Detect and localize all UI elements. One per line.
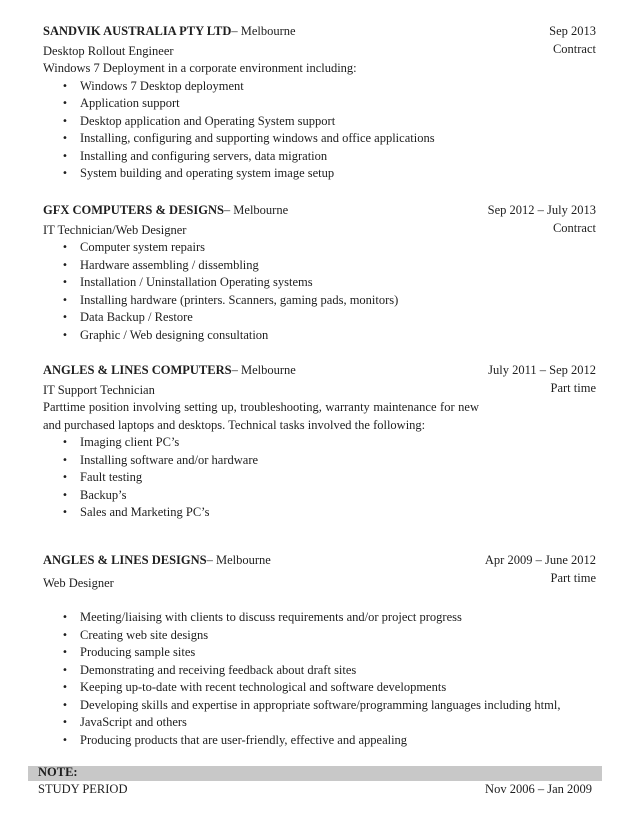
list-item: • Fault testing: [43, 469, 596, 487]
job-role: Web Designer: [43, 575, 114, 590]
job-date-range: July 2011 – Sep 2012: [488, 363, 596, 377]
job-date-range: Sep 2012 – July 2013: [487, 203, 596, 217]
list-item: • Backup’s: [43, 487, 596, 505]
note-label: NOTE:: [38, 765, 78, 779]
list-item: • Demonstrating and receiving feedback about draft sites: [43, 662, 596, 680]
job-date-range: Apr 2009 – June 2012: [484, 553, 596, 567]
company-location: – Melbourne: [231, 363, 296, 377]
job-entry-angles-computers: [43, 362, 596, 522]
job-duties-list: [43, 434, 596, 522]
list-item: • Installing software and/or hardware: [43, 452, 596, 470]
list-item: • System building and operating system image setup: [43, 165, 596, 183]
list-item: • Computer system repairs: [43, 239, 596, 257]
list-item: • Desktop application and Operating System support: [43, 113, 596, 131]
job-dates: [549, 23, 596, 58]
job-type: Contract: [552, 41, 596, 56]
job-entry-angles-designs: [43, 552, 596, 749]
job-role: Desktop Rollout Engineer: [43, 43, 174, 58]
job-dates: [488, 202, 596, 237]
study-period-label: STUDY PERIOD: [38, 782, 128, 796]
list-item: • Windows 7 Desktop deployment: [43, 78, 596, 96]
list-item: • Installing and configuring servers, data migration: [43, 148, 596, 166]
company-name: GFX COMPUTERS & DESIGNS: [43, 203, 224, 217]
job-type: Contract: [552, 220, 596, 235]
job-type: Part time: [550, 570, 596, 585]
company-location: – Melbourne: [223, 203, 289, 217]
list-item: • Graphic / Web designing consultation: [43, 327, 596, 345]
job-date-range: Sep 2013: [549, 24, 596, 38]
list-item: • Installation / Uninstallation Operating systems: [43, 274, 596, 292]
job-duties-list: [43, 239, 596, 344]
job-entry-sandvik: [43, 23, 596, 183]
job-type: Part time: [550, 380, 596, 395]
job-intro: Parttime position involving setting up, troubleshooting, warranty maintenance for new and purchased laptops and desktops. Technical tasks involved the following:: [43, 400, 479, 432]
list-item: • Sales and Marketing PC’s: [43, 504, 596, 522]
list-item: • Imaging client PC’s: [43, 434, 596, 452]
study-period-row: [38, 781, 592, 799]
list-item: • Developing skills and expertise in appropriate software/programming languages including html,: [43, 697, 596, 715]
company-name: ANGLES & LINES DESIGNS: [43, 553, 207, 567]
list-item: • Installing, configuring and supporting windows and office applications: [43, 130, 596, 148]
job-role: IT Support Technician: [43, 382, 155, 397]
job-intro: Windows 7 Deployment in a corporate environment including:: [43, 61, 357, 75]
list-item: • Installing hardware (printers. Scanners, gaming pads, monitors): [43, 292, 596, 310]
note-highlight-bar: [28, 766, 602, 781]
job-duties-list: [43, 609, 596, 749]
company-location: – Melbourne: [231, 24, 296, 38]
company-name: ANGLES & LINES COMPUTERS: [43, 363, 232, 377]
job-dates: [485, 552, 596, 587]
job-dates: [488, 362, 596, 397]
job-entry-gfx: [43, 202, 596, 344]
list-item: • Producing sample sites: [43, 644, 596, 662]
job-role: IT Technician/Web Designer: [43, 222, 187, 237]
study-period-dates: Nov 2006 – Jan 2009: [485, 782, 592, 796]
company-location: – Melbourne: [206, 553, 271, 567]
list-item: • Meeting/liaising with clients to discuss requirements and/or project progress: [43, 609, 596, 627]
list-item: • Creating web site designs: [43, 627, 596, 645]
list-item: • Application support: [43, 95, 596, 113]
list-item: • JavaScript and others: [43, 714, 596, 732]
list-item: • Producing products that are user-friendly, effective and appealing: [43, 732, 596, 750]
list-item: • Hardware assembling / dissembling: [43, 257, 596, 275]
list-item: • Data Backup / Restore: [43, 309, 596, 327]
job-duties-list: [43, 78, 596, 183]
list-item: • Keeping up-to-date with recent technological and software developments: [43, 679, 596, 697]
company-name: SANDVIK AUSTRALIA PTY LTD: [43, 24, 232, 38]
